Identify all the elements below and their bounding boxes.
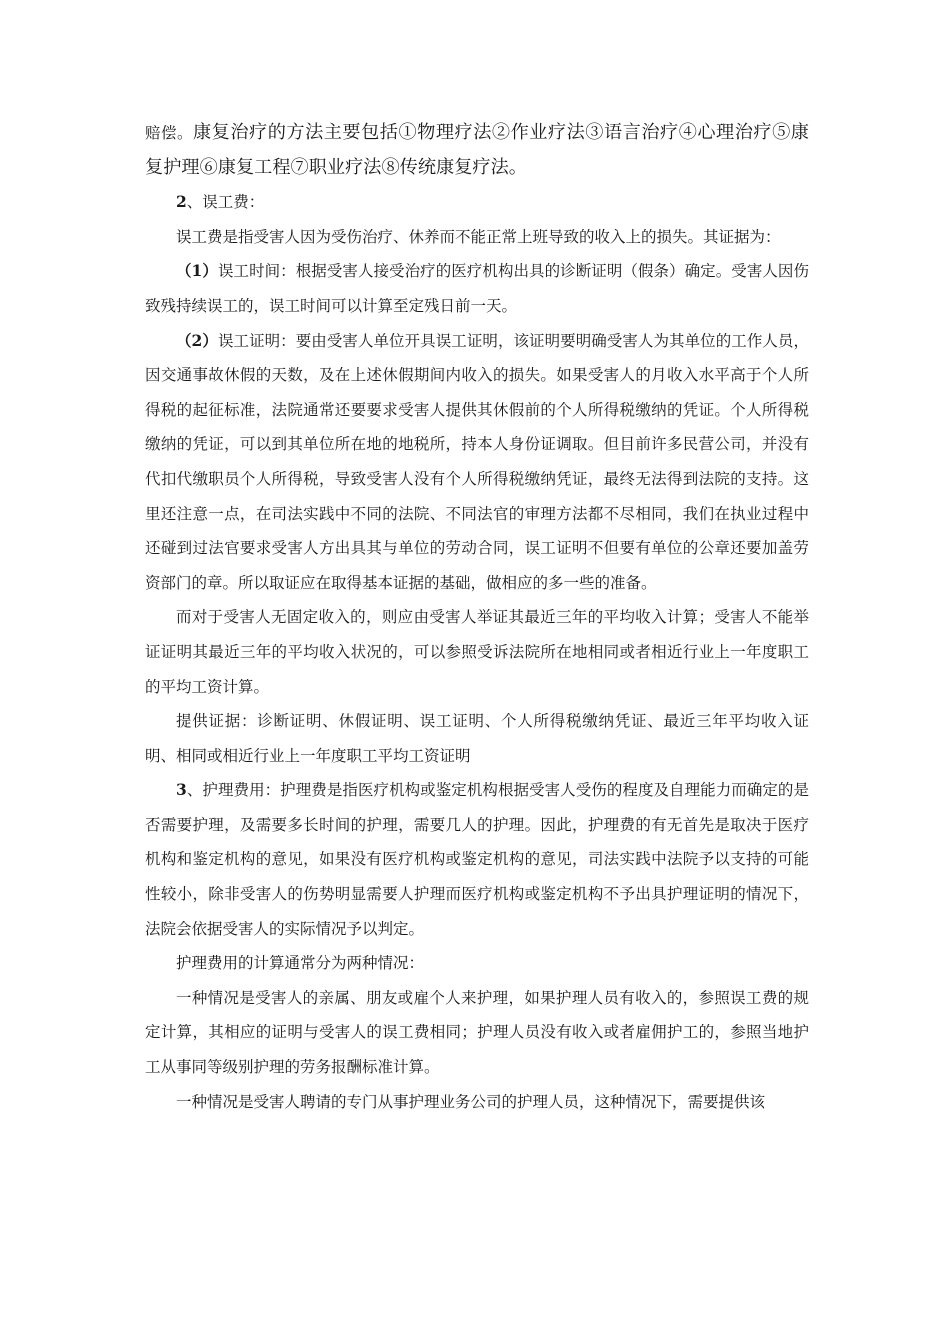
paragraph-nursing-case-one bbox=[145, 981, 809, 1085]
paragraph-text: 一种情况是受害人的亲属、朋友或雇个人来护理，如果护理人员有收入的，参照误工费的规定计算，其相应的证明与受害人的误工费相同；护理人员没有收入或者雇佣护工的，参照当地护工从事同等级别护理的劳务报酬标准计算。 bbox=[145, 988, 809, 1077]
heading-lost-wages bbox=[145, 185, 809, 220]
paragraph-rehab-methods bbox=[145, 116, 809, 185]
paragraph-text: 而对于受害人无固定收入的，则应由受害人举证其最近三年的平均收入计算；受害人不能举证证明其最近三年的平均收入状况的，可以参照受诉法院所在地相同或者相近行业上一年度职工的平均工资计算。 bbox=[145, 608, 809, 696]
section-number: 3 bbox=[176, 780, 187, 800]
paragraph-no-fixed-income bbox=[145, 600, 809, 704]
paragraph-text: 护理费用的计算通常分为两种情况： bbox=[176, 954, 425, 973]
section-number: 2 bbox=[176, 192, 187, 212]
item-number: （1） bbox=[176, 261, 218, 281]
paragraph-nursing-fee bbox=[145, 773, 809, 946]
paragraph-text: 误工时间：根据受害人接受治疗的医疗机构出具的诊断证明（假条）确定。受害人因伤致残持续误工的，误工时间可以计算至定残日前一天。 bbox=[145, 262, 809, 315]
paragraph-text: 误工费是指受害人因为受伤治疗、休养而不能正常上班导致的收入上的损失。其证据为： bbox=[176, 227, 781, 246]
paragraph-nursing-case-two bbox=[145, 1085, 809, 1120]
paragraph-text: 误工证明：要由受害人单位开具误工证明，该证明要明确受害人为其单位的工作人员，因交通事故休假的天数，及在上述休假期间内收入的损失。如果受害人的月收入水平高于个人所得税的起征标准，法院通常还要要求受害人提供其休假前的个人所得税缴纳的凭证。个人所得税缴纳的凭证，可以到其单位所在地的地税所，持本人身份证调取。但目前许多民营公司，并没有代扣代缴职员个人所得税，导致受害人没有个人所得税缴纳凭证，最终无法得到法院的支持。这里还注意一点，在司法实践中不同的法院、不同法官的审理方法都不尽相同，我们在执业过程中还碰到过法官要求受害人方出具其与单位的劳动合同，误工证明不但要有单位的公章还要加盖劳资部门的章。所以取证应在取得基本证据的基础，做相应的多一些的准备。 bbox=[145, 331, 809, 592]
paragraph-lost-wages-definition bbox=[145, 220, 809, 255]
paragraph-lost-work-time bbox=[145, 254, 809, 323]
heading-text: 、误工费： bbox=[186, 193, 265, 212]
paragraph-lost-work-proof bbox=[145, 324, 809, 601]
item-number: （2） bbox=[176, 330, 218, 350]
paragraph-text: 康复治疗的方法主要包括①物理疗法②作业疗法③语言治疗④心理治疗⑤康复护理⑥康复工程⑦职业疗法⑧传统康复疗法。 bbox=[145, 122, 809, 178]
paragraph-text: 提供证据：诊断证明、休假证明、误工证明、个人所得税缴纳凭证、最近三年平均收入证明、相同或相近行业上一年度职工平均工资证明 bbox=[145, 712, 809, 765]
document-body bbox=[145, 116, 809, 1119]
paragraph-nursing-calculation-intro bbox=[145, 946, 809, 981]
paragraph-text: 一种情况是受害人聘请的专门从事护理业务公司的护理人员，这种情况下，需要提供该 bbox=[176, 1092, 766, 1111]
paragraph-text: 、护理费用：护理费是指医疗机构或鉴定机构根据受害人受伤的程度及自理能力而确定的是否需要护理，及需要多长时间的护理，需要几人的护理。因此，护理费的有无首先是取决于医疗机构和鉴定机构的意见，如果没有医疗机构或鉴定机构的意见，司法实践中法院予以支持的可能性较小，除非受害人的伤势明显需要人护理而医疗机构或鉴定机构不予出具护理证明的情况下，法院会依据受害人的实际情况予以判定。 bbox=[145, 781, 809, 938]
paragraph-evidence-list bbox=[145, 704, 809, 773]
paragraph-lead: 赔偿。 bbox=[145, 124, 193, 142]
